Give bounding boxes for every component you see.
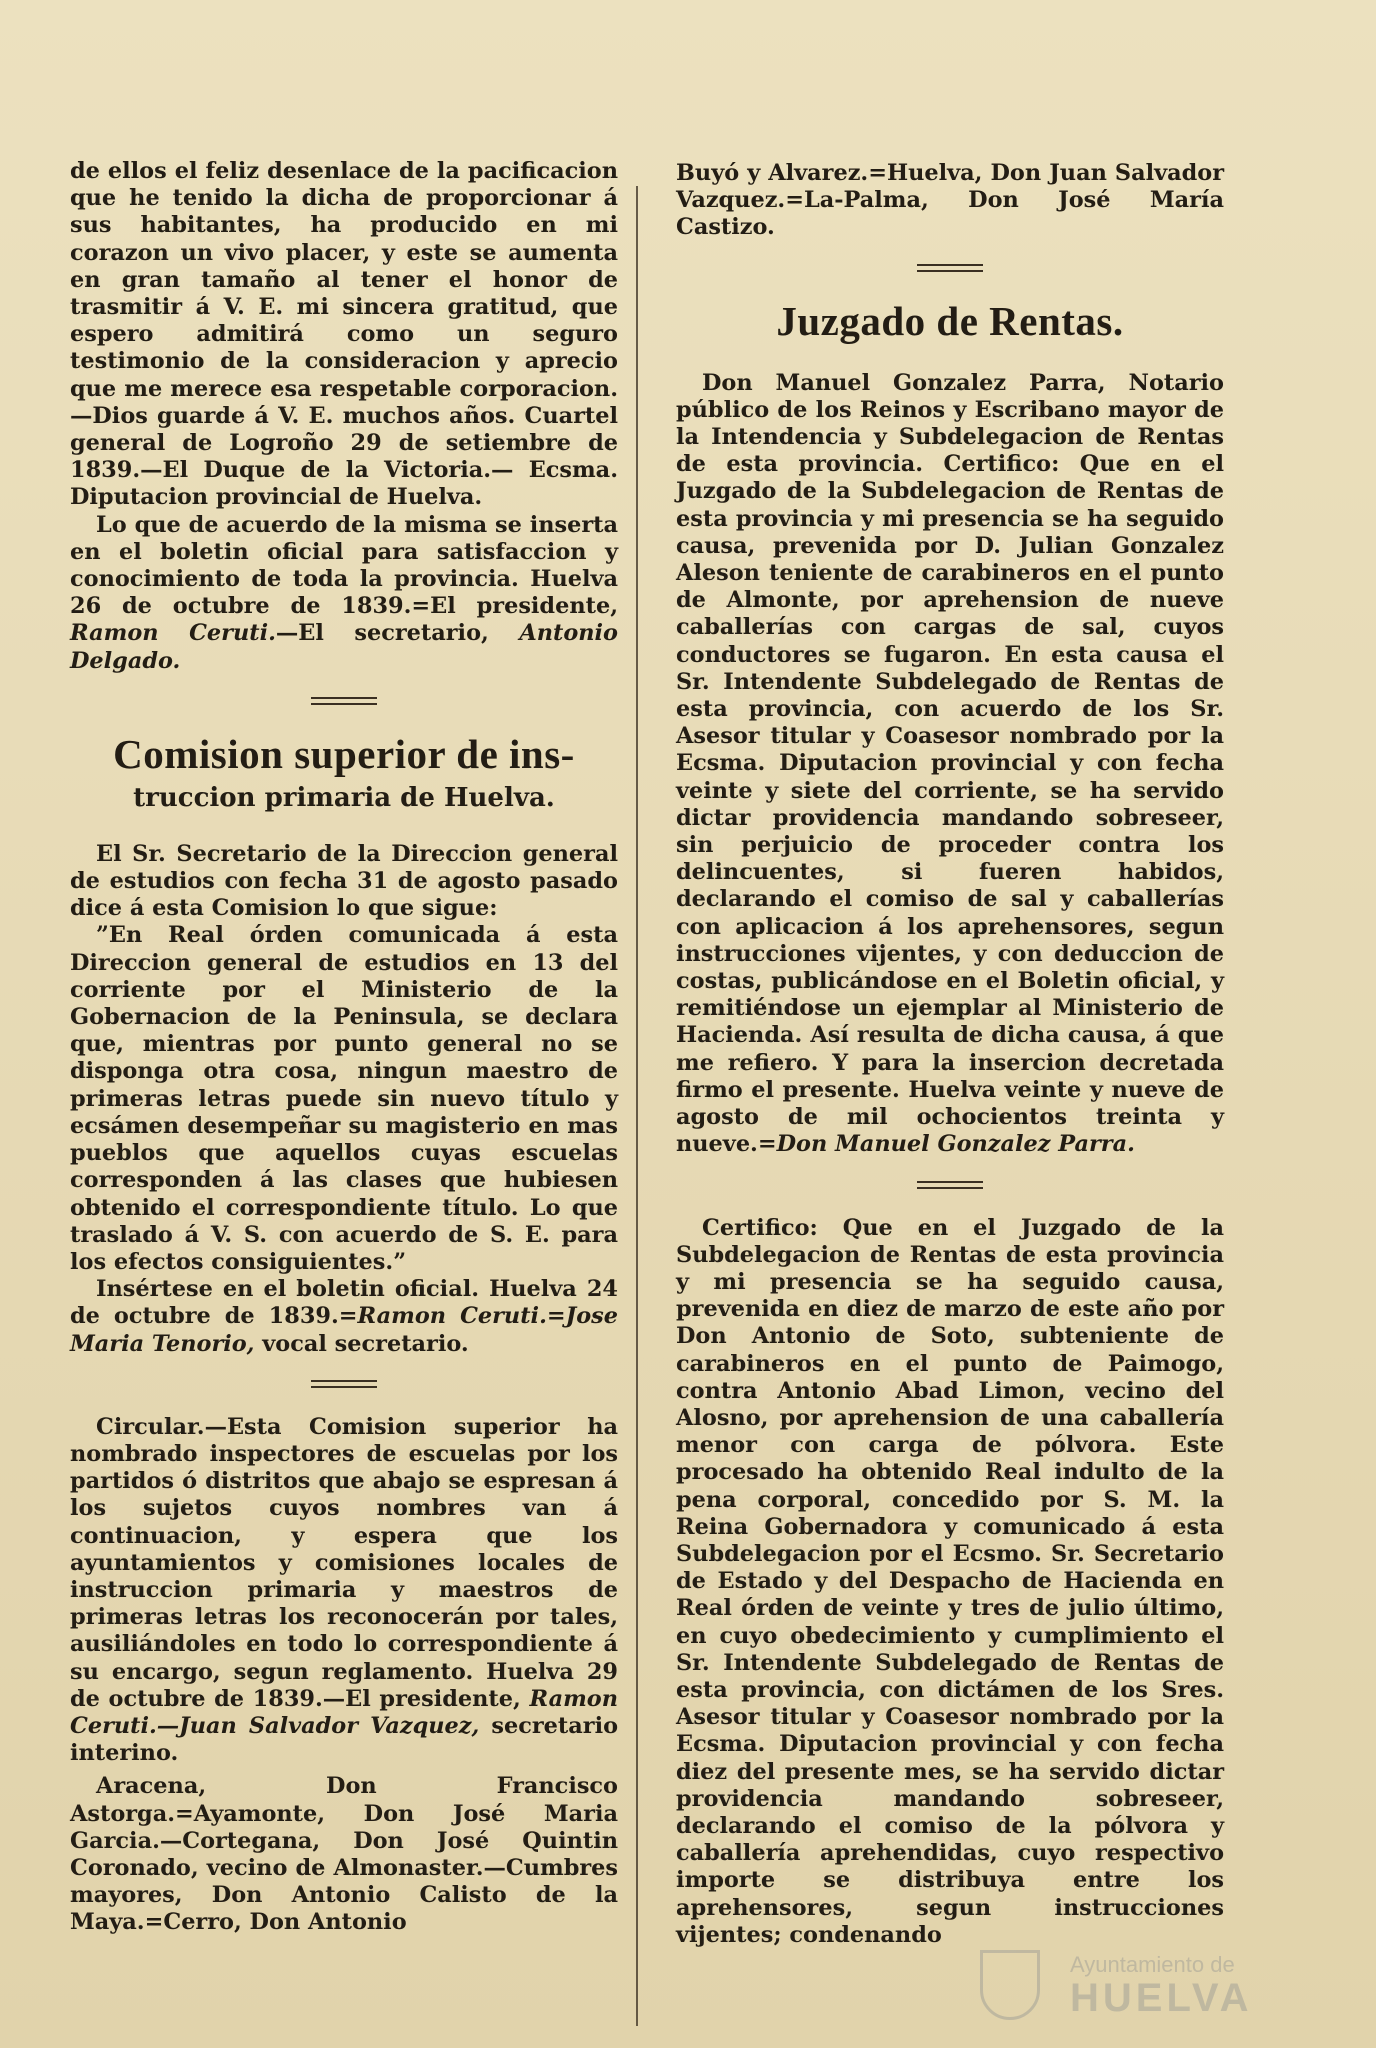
- section-title-comision: Comision superior de ins-: [113, 730, 575, 777]
- signer-name-president: Ramon Ceruti.: [70, 620, 276, 647]
- section-separator: [70, 697, 618, 707]
- paragraph-letter-end: de ellos el feliz desenlace de la pacificacion que he tenido la dicha de proporcionar á sus habitantes, ha producido en mi corazon un vivo placer, y este se aumenta en gran tamaño al tener el honor de trasmitir á V. E. mi sincera gratitud, que espero admitirá como un seguro testimonio de la consideracion y aprecio que me merece esa respetable corporacion.—Dios guarde á V. E. muchos años. Cuartel general de Logroño 29 de setiembre de 1839.—El Duque de la Victoria.— Ecsma. Diputacion provincial de Huelva.: [70, 158, 618, 511]
- paragraph-insertese: [70, 1276, 618, 1358]
- circular-role: secretario interino.: [70, 1712, 619, 1767]
- section-title-juzgado: Juzgado de Rentas.: [776, 297, 1124, 344]
- section-separator: [676, 264, 1224, 274]
- insertese-signers: Ramon Ceruti.=Jose Maria Tenorio,: [70, 1303, 618, 1357]
- column-divider: [636, 186, 638, 2026]
- right-column: [676, 160, 1224, 1949]
- paragraph-certificate-polvora: Certifico: Que en el Juzgado de la Subdelegacion de Rentas de esta provincia y mi presencia se ha seguido causa, prevenida en diez de marzo de este año por Don Antonio de Soto, subteniente de carabineros en el punto de Paimogo, contra Antonio Abad Limon, vecino del Alosno, por aprehension de una caballería menor con carga de pólvora. Este procesado ha obtenido Real indulto de la pena corporal, concedido por S. M. la Reina Gobernadora y comunicado á esta Subdelegacion por el Ecsmo. Sr. Secretario de Estado y del Despacho de Hacienda en Real órden de veinte y tres de julio último, en cuyo obedecimiento y cumplimiento el Sr. Intendente Subdelegado de Rentas de esta provincia, con dictámen de los Sres. Asesor titular y Coasesor nombrado por la Ecsma. Diputacion provincial y con fecha diez del presente mes, se ha servido dictar providencia mandando sobreseer, declarando el comiso de la pólvora y caballería aprehendidas, cuyo respectivo importe se distribuya entre los aprehensores, segun instrucciones vijentes; condenando: [676, 1214, 1224, 1948]
- insertese-role: vocal secretario.: [262, 1330, 469, 1357]
- insertion-note-text: Lo que de acuerdo de la misma se inserta en el boletin oficial para satisfaccion y conocimiento de toda la provincia. Huelva 26 de octubre de 1839.=El presidente,: [70, 511, 618, 620]
- paragraph-certificate-sal: [676, 370, 1224, 1159]
- paragraph-circular: [70, 1414, 618, 1768]
- insertion-note-secretary-label: —El secretario,: [275, 620, 489, 647]
- section-subtitle-comision: truccion primaria de Huelva.: [133, 782, 555, 813]
- left-column: [70, 158, 618, 1937]
- archive-watermark: [980, 1950, 1300, 2020]
- section-separator: [70, 1380, 618, 1390]
- paragraph-insertion-note: [70, 512, 618, 675]
- certificate-sal-text: Don Manuel Gonzalez Parra, Notario público de los Reinos y Escribano mayor de la Intendencia y Subdelegacion de Rentas de esta provincia. Certifico: Que en el Juzgado de la Subdelegacion de Rentas de esta provincia y mi presencia se ha seguido causa, prevenida por D. Julian Gonzalez Aleson teniente de carabineros en el punto de Almonte, por aprehension de nueve caballerías con cargas de sal, cuyos conductores se fugaron. En esta causa el Sr. Intendente Subdelegado de Rentas de esta provincia, con acuerdo de los Sr. Asesor titular y Coasesor nombrado por la Ecsma. Diputacion provincial y con fecha veinte y siete del corriente, se ha servido dictar providencia mandando sobreseer, sin perjuicio de proceder contra los delincuentes, si fueren habidos, declarando el comiso de sal y caballerías con aplicacion á los aprehensores, segun instrucciones vijentes, y con deduccion de costas, publicándose en el Boletin oficial, y remitiéndose un ejemplar al Ministerio de Hacienda. Así resulta de dicha causa, á que me refiero. Y para la insercion decretada firmo el presente. Huelva veinte y nueve de agosto de mil ochocientos treinta y nueve.=: [676, 369, 1224, 1158]
- paragraph-inspectors-list-end: Buyó y Alvarez.=Huelva, Don Juan Salvador Vazquez.=La-Palma, Don José María Castizo.: [676, 160, 1224, 241]
- circular-signers: Ramon Ceruti.—Juan Salvador Vazquez,: [70, 1685, 619, 1739]
- insertese-text: Insértese en el boletin oficial. Huelva 24 de octubre de 1839.=: [70, 1276, 618, 1330]
- shield-icon: [980, 1950, 1040, 2020]
- section-separator: [676, 1181, 1224, 1191]
- paragraph-secretary-intro: El Sr. Secretario de la Direccion general de estudios con fecha 31 de agosto pasado dice á esta Comision lo que sigue:: [70, 840, 618, 922]
- watermark-line2: HUELVA: [1070, 1976, 1253, 2020]
- watermark-line1: Ayuntamiento de: [1070, 1952, 1235, 1977]
- signer-name-secretary: Antonio Delgado.: [70, 620, 618, 674]
- paragraph-real-orden: ”En Real órden comunicada á esta Direccion general de estudios en 13 del corriente por el Ministerio de la Gobernacion de la Peninsula, se declara que, mientras por punto general no se disponga otra cosa, ningun maestro de primeras letras puede sin nuevo título y ecsámen desempeñar su magisterio en mas pueblos que aquellos cuyas escuelas corresponden á las clases que hubiesen obtenido el correspondiente título. Lo que traslado á V. S. con acuerdo de S. E. para los efectos consiguientes.”: [70, 922, 618, 1275]
- certificate-signer: Don Manuel Gonzalez Parra.: [776, 1131, 1135, 1158]
- circular-text: Circular.—Esta Comision superior ha nombrado inspectores de escuelas por los partidos ó distritos que abajo se espresan á los sujetos cuyos nombres van á continuacion, y espera que los ayuntamientos y comisiones locales de instruccion primaria y maestros de primeras letras los reconocerán por tales, ausiliándoles en todo lo correspondiente á su encargo, segun reglamento. Huelva 29 de octubre de 1839.—El presidente,: [70, 1413, 618, 1712]
- paragraph-inspectors-list: Aracena, Don Francisco Astorga.=Ayamonte, Don José Maria Garcia.—Cortegana, Don José Quintin Coronado, vecino de Almonaster.—Cumbres mayores, Don Antonio Calisto de la Maya.=Cerro, Don Antonio: [70, 1773, 618, 1936]
